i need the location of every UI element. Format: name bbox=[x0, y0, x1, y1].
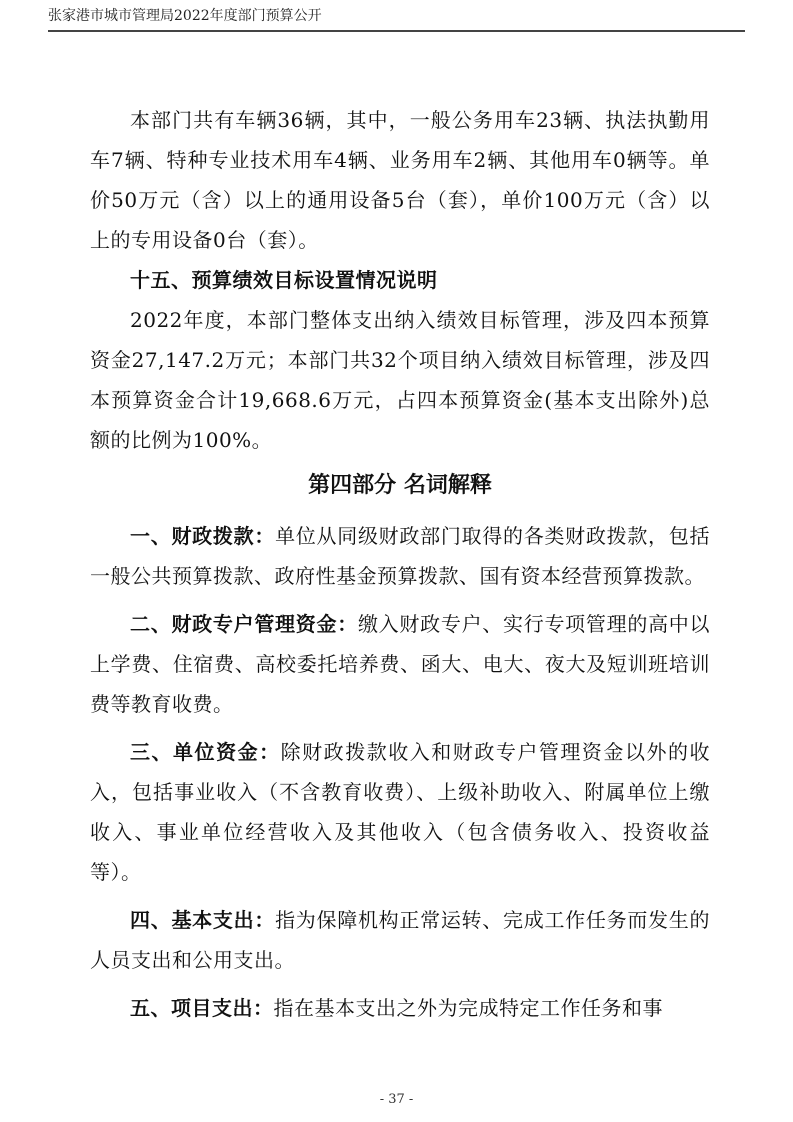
term-definition: 单位从同级财政部门取得的各类财政拨款，包括一般公共预算拨款、政府性基金预算拨款、国有资本经营预算拨款。 bbox=[90, 524, 711, 588]
term-paragraph bbox=[90, 732, 710, 892]
term-label: 一、财政拨款： bbox=[130, 524, 276, 548]
term-definition: 缴入财政专户、实行专项管理的高中以上学费、住宿费、高校委托培养费、函大、电大、夜大及短训班培训费等教育收费。 bbox=[90, 612, 711, 716]
performance-paragraph: 2022年度，本部门整体支出纳入绩效目标管理，涉及四本预算资金27,147.2万元；本部门共32个项目纳入绩效目标管理，涉及四本预算资金合计19,668.6万元，占四本预算资金(基本支出除外)总额的比例为100%。 bbox=[90, 308, 710, 452]
term-paragraph bbox=[90, 900, 710, 980]
document-body bbox=[90, 100, 710, 1028]
term-label: 四、基本支出： bbox=[130, 908, 276, 932]
term-definition: 指在基本支出之外为完成特定工作任务和事 bbox=[273, 996, 663, 1020]
term-label: 二、财政专户管理资金： bbox=[130, 612, 358, 636]
term-label: 五、项目支出： bbox=[130, 996, 274, 1020]
term-paragraph bbox=[90, 516, 710, 596]
term-definition: 指为保障机构正常运转、完成工作任务而发生的人员支出和公用支出。 bbox=[90, 908, 711, 972]
vehicles-paragraph: 本部门共有车辆36辆，其中，一般公务用车23辆、执法执勤用车7辆、特种专业技术用车4辆、业务用车2辆、其他用车0辆等。单价50万元（含）以上的通用设备5台（套），单价100万元（含）以上的专用设备0台（套）。 bbox=[90, 108, 710, 252]
page-number: - 37 - bbox=[379, 1092, 414, 1107]
page-header bbox=[48, 6, 745, 32]
part4-title: 第四部分 名词解释 bbox=[308, 473, 492, 498]
term-paragraph bbox=[90, 988, 710, 1028]
performance-heading: 十五、预算绩效目标设置情况说明 bbox=[130, 268, 438, 292]
term-definition: 除财政拨款收入和财政专户管理资金以外的收入，包括事业收入（不含教育收费）、上级补助收入、附属单位上缴收入、事业单位经营收入及其他收入（包含债务收入、投资收益等）。 bbox=[90, 740, 711, 884]
term-paragraph bbox=[90, 604, 710, 724]
header-title: 张家港市城市管理局2022年度部门预算公开 bbox=[48, 8, 322, 24]
term-label: 三、单位资金： bbox=[130, 740, 281, 764]
